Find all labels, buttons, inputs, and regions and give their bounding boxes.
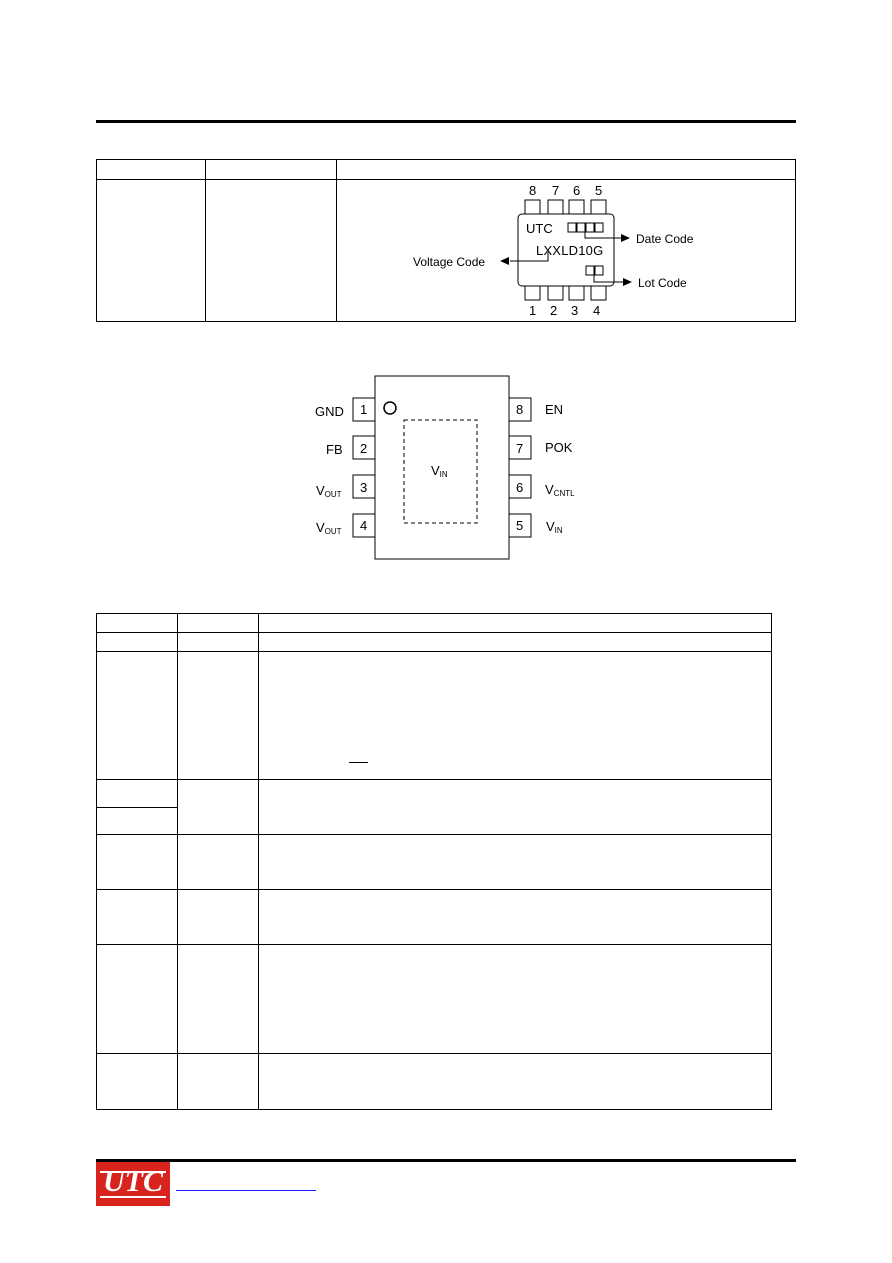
pin-table-col-divider <box>177 614 178 1109</box>
lot-code-label: Lot Code <box>638 276 687 290</box>
pin-2-name: FB <box>326 442 343 457</box>
pin-6-name: $V_{CNTL}$ <box>545 482 575 498</box>
marking-pin-6: 6 <box>573 183 581 198</box>
marking-brand: UTC <box>526 221 553 236</box>
pin-description-table <box>96 613 772 1110</box>
pin-7-name: POK <box>545 440 573 455</box>
marking-pin-8: 8 <box>529 183 537 198</box>
marking-pin-2: 2 <box>550 303 558 318</box>
pin-8-name: EN <box>545 402 564 417</box>
pin-8-number: 8 <box>516 402 524 417</box>
pin-4-name: $V_{OUT}$ <box>316 520 342 536</box>
marking-part-number: LXXLD10G <box>536 243 604 258</box>
marking-pin-1: 1 <box>529 303 537 318</box>
pin-4-number: 4 <box>360 518 368 533</box>
footer-rule <box>96 1159 796 1162</box>
pin-5-name: $V_{IN}$ <box>546 519 563 535</box>
pin-table-col-divider <box>258 614 259 1109</box>
overline-mark <box>349 762 368 763</box>
date-code-label: Date Code <box>636 232 694 246</box>
pin-table-row-line <box>97 632 771 633</box>
pin-table-row-line <box>97 779 771 780</box>
pin-1-number: 1 <box>360 402 368 417</box>
marking-pin-3: 3 <box>571 303 579 318</box>
pin-table-row-line <box>97 1053 771 1054</box>
pin-3-number: 3 <box>360 480 368 495</box>
header-rule <box>96 120 796 123</box>
pin-2-number: 2 <box>360 441 368 456</box>
utc-logo: UTC <box>96 1162 170 1206</box>
pin-table-row-line <box>97 651 771 652</box>
marking-table-col-divider <box>205 160 206 321</box>
pin-table-row-line <box>97 889 771 890</box>
pin-table-row-line <box>97 834 771 835</box>
pin-3-name: $V_{OUT}$ <box>316 483 342 499</box>
marking-pin-5: 5 <box>595 183 603 198</box>
pin-1-name: GND <box>315 404 344 419</box>
pin-7-number: 7 <box>516 441 524 456</box>
marking-pin-7: 7 <box>552 183 560 198</box>
pin-table-row-line <box>97 944 771 945</box>
marking-pin-4: 4 <box>593 303 601 318</box>
exposed-pad-label: $V_{IN}$ <box>431 463 448 479</box>
website-link-underline[interactable] <box>176 1190 316 1191</box>
pin-table-row-line <box>97 807 177 808</box>
pin-6-number: 6 <box>516 480 524 495</box>
pin-5-number: 5 <box>516 518 524 533</box>
marking-table-col-divider <box>336 160 337 321</box>
voltage-code-label: Voltage Code <box>413 255 486 269</box>
